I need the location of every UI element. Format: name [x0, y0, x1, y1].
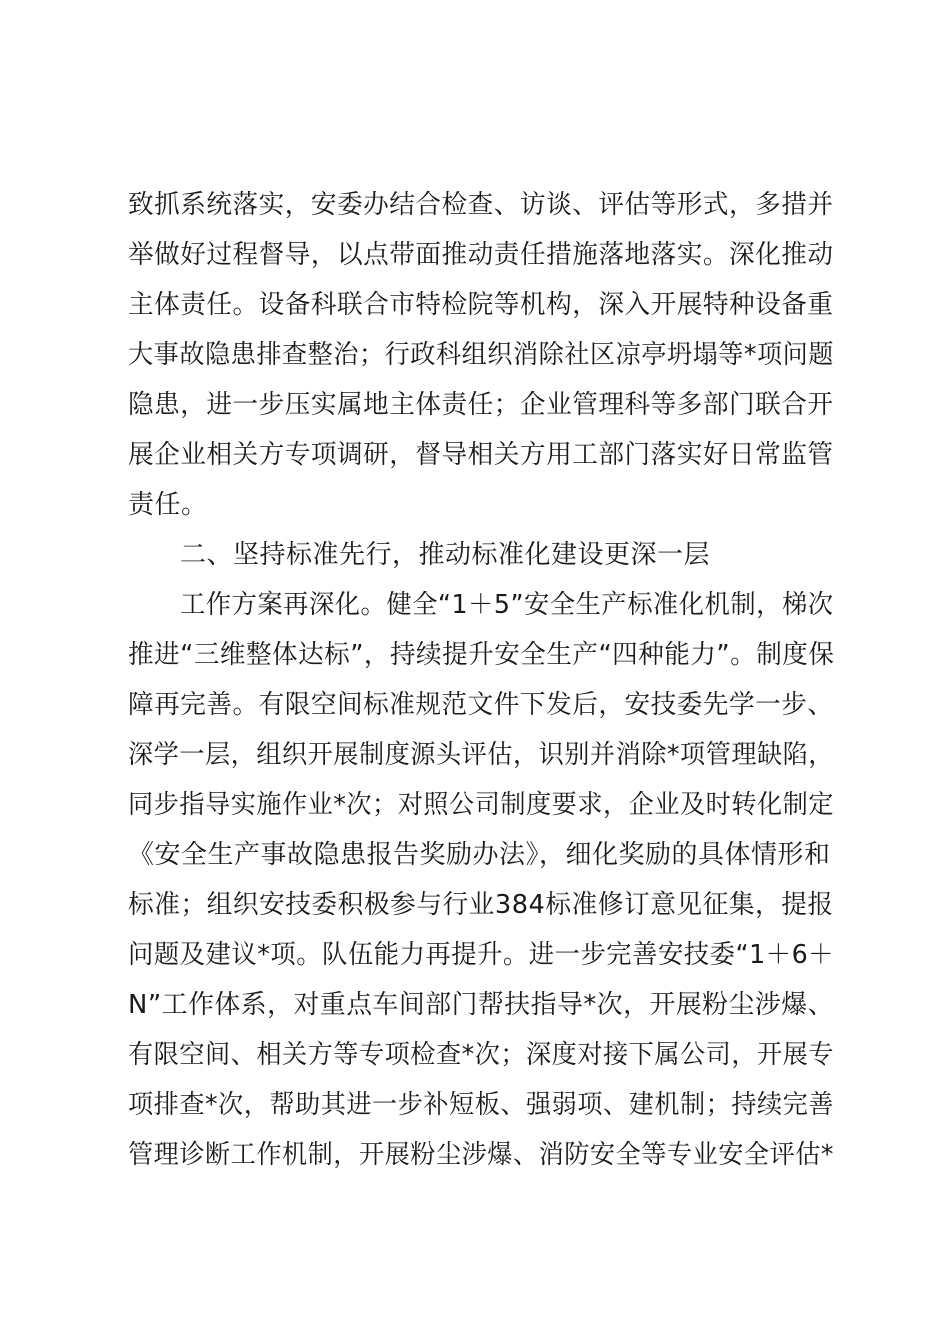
- text-line-2: 举做好过程督导，以点带面推动责任措施落地落实。深化推动: [128, 240, 834, 270]
- text-line-17: N”工作体系，对重点车间部门帮扶指导*次，开展粉尘涉爆、: [128, 990, 834, 1020]
- text-line-20: 管理诊断工作机制，开展粉尘涉爆、消防安全等专业安全评估*: [128, 1140, 834, 1170]
- text-line-18: 有限空间、相关方等专项检查*次；深度对接下属公司，开展专: [128, 1040, 834, 1070]
- text-line-12: 深学一层，组织开展制度源头评估，识别并消除*项管理缺陷，: [128, 740, 834, 770]
- text-line-1: 致抓系统落实，安委办结合检查、访谈、评估等形式，多措并: [128, 190, 834, 220]
- text-line-10: 推进“三维整体达标”，持续提升安全生产“四种能力”。制度保: [128, 640, 835, 670]
- text-line-13: 同步指导实施作业*次；对照公司制度要求，企业及时转化制定: [128, 790, 834, 820]
- text-line-19: 项排查*次，帮助其进一步补短板、强弱项、建机制；持续完善: [128, 1090, 834, 1120]
- section-heading: 二、坚持标准先行，推动标准化建设更深一层: [180, 540, 711, 570]
- text-line-7: 责任。: [128, 490, 208, 520]
- text-line-5: 隐患，进一步压实属地主体责任；企业管理科等多部门联合开: [128, 390, 834, 420]
- text-line-14: 《安全生产事故隐患报告奖励办法》，细化奖励的具体情形和: [128, 840, 831, 870]
- text-line-11: 障再完善。有限空间标准规范文件下发后，安技委先学一步、: [128, 690, 834, 720]
- text-line-9: 工作方案再深化。健全“1＋5”安全生产标准化机制，梯次: [180, 590, 834, 620]
- text-line-4: 大事故隐患排查整治；行政科组织消除社区凉亭坍塌等*项问题: [128, 340, 834, 370]
- text-line-16: 问题及建议*项。队伍能力再提升。进一步完善安技委“1＋6＋: [128, 940, 835, 970]
- text-line-3: 主体责任。设备科联合市特检院等机构，深入开展特种设备重: [128, 290, 834, 320]
- text-line-6: 展企业相关方专项调研，督导相关方用工部门落实好日常监管: [128, 440, 834, 470]
- text-line-15: 标准；组织安技委积极参与行业384标准修订意见征集，提报: [128, 890, 834, 920]
